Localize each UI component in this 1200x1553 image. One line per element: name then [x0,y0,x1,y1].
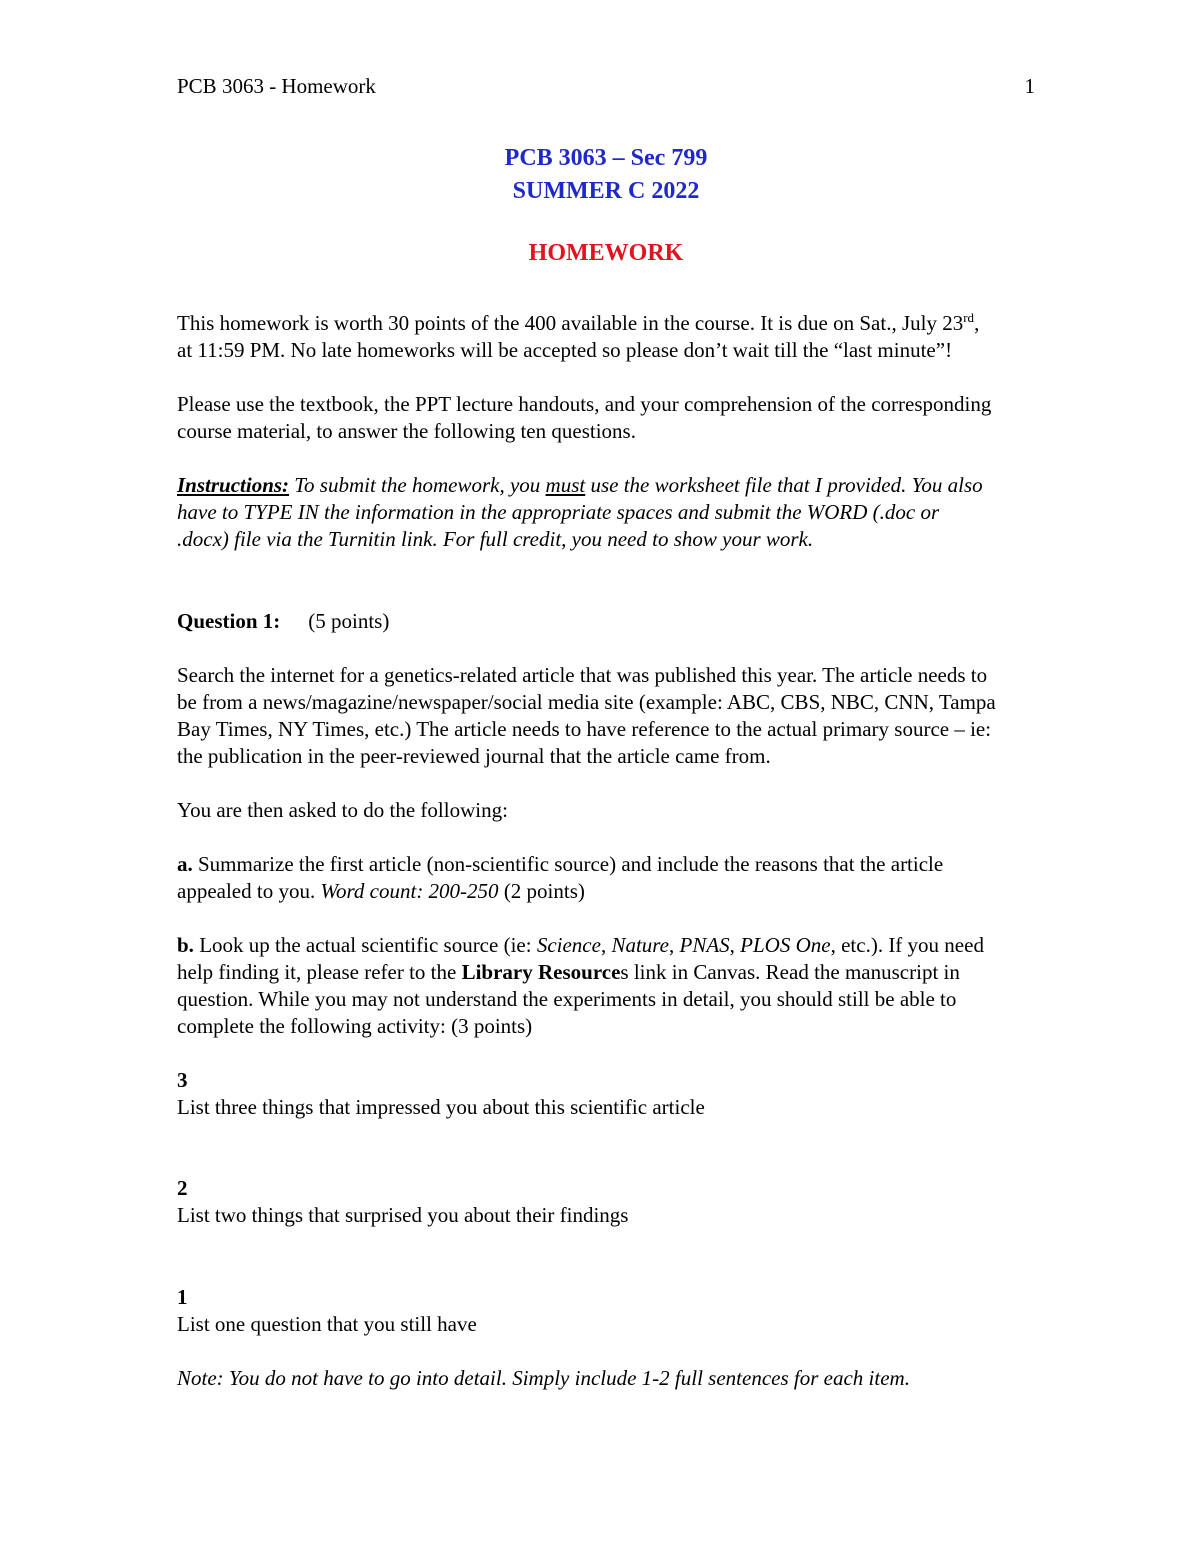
note: Note: You do not have to go into detail. Simply include 1-2 full sentences for each item. [177,1366,910,1390]
part-b-text-cont: , etc.). If you need [830,933,984,957]
part-a-text2: appealed to you. [177,879,321,903]
intro-paragraph-2 [177,391,1097,445]
part-b-text: Look up the actual scientific source (ie: [193,933,537,957]
instructions-paragraph [177,472,1097,553]
part-b-line4: complete the following activity: (3 points) [177,1014,533,1038]
item-2 [177,1175,1097,1229]
intro-p2-line1: Please use the textbook, the PPT lecture handouts, and your comprehension of the corresponding [177,392,992,416]
question-points: (5 points) [308,609,390,633]
journal-pnas: PNAS [679,933,730,957]
part-a-text: Summarize the first article (non-scientific source) and include the reasons that the article [192,852,944,876]
item-3 [177,1067,1097,1121]
part-b [177,932,1097,1040]
page-header [177,72,1035,100]
term-title: SUMMER C 2022 [512,178,700,204]
intro-p2-line2: course material, to answer the following ten questions. [177,419,636,443]
item-3-text: List three things that impressed you about this scientific article [177,1095,705,1119]
date-suffix: rd [963,310,975,325]
instructions-line2: have to TYPE IN the information in the appropriate spaces and submit the WORD (.doc or [177,500,940,524]
intro-paragraph-1 [177,310,1097,364]
question-1-prompt: You are then asked to do the following: [177,798,508,822]
separator: , [669,933,680,957]
part-a [177,851,1097,905]
separator: , [729,933,741,957]
item-2-text: List two things that surprised you about their findings [177,1203,629,1227]
separator: , [600,933,612,957]
part-b-line2: help finding it, please refer to the [177,960,462,984]
instructions-label: Instructions: [177,473,290,497]
journal-science: Science [536,933,601,957]
q1-line3: Bay Times, NY Times, etc.) The article needs to have reference to the actual primary source – ie: [177,717,992,741]
instructions-must: must [545,473,586,497]
q1-line2: be from a news/magazine/newspaper/social media site (example: ABC, CBS, NBC, CNN, Tampa [177,690,996,714]
item-3-number: 3 [177,1068,188,1092]
part-a-label: a. [177,852,193,876]
intro-text-comma: , [974,311,980,335]
question-1-paragraph [177,662,1097,770]
item-2-number: 2 [177,1176,188,1200]
item-1 [177,1284,1097,1338]
intro-text: This homework is worth 30 points of the 400 available in the course. It is due on Sat., July 23 [177,311,964,335]
item-1-text: List one question that you still have [177,1312,477,1336]
part-b-label: b. [177,933,194,957]
journal-nature: Nature [611,933,669,957]
instructions-text: To submit the homework, you [289,473,546,497]
q1-line4: the publication in the peer-reviewed journal that the article came from. [177,744,771,768]
part-a-points: (2 points) [498,879,585,903]
instructions-text-cont: use the worksheet file that I provided. You also [585,473,983,497]
library-resources: Library Resource [461,960,621,984]
part-b-line2-cont: s link in Canvas. Read the manuscript in [620,960,960,984]
header-title: PCB 3063 - Homework [177,74,376,98]
journal-plos-one: PLOS One [740,933,831,957]
course-title: PCB 3063 – Sec 799 [504,145,708,171]
part-a-word-count: Word count: 200-250 [320,879,499,903]
homework-title: HOMEWORK [528,240,684,266]
question-1-heading [177,608,1097,635]
part-b-line3: question. While you may not understand the experiments in detail, you should still be able to [177,987,957,1011]
page-number: 1 [1024,74,1035,98]
item-1-number: 1 [177,1285,188,1309]
intro-text-line2: at 11:59 PM. No late homeworks will be accepted so please don’t wait till the “last minute”! [177,338,953,362]
instructions-line3: .docx) file via the Turnitin link. For full credit, you need to show your work. [177,527,814,551]
q1-line1: Search the internet for a genetics-related article that was published this year. The article needs to [177,663,988,687]
question-label: Question 1: [177,609,281,633]
